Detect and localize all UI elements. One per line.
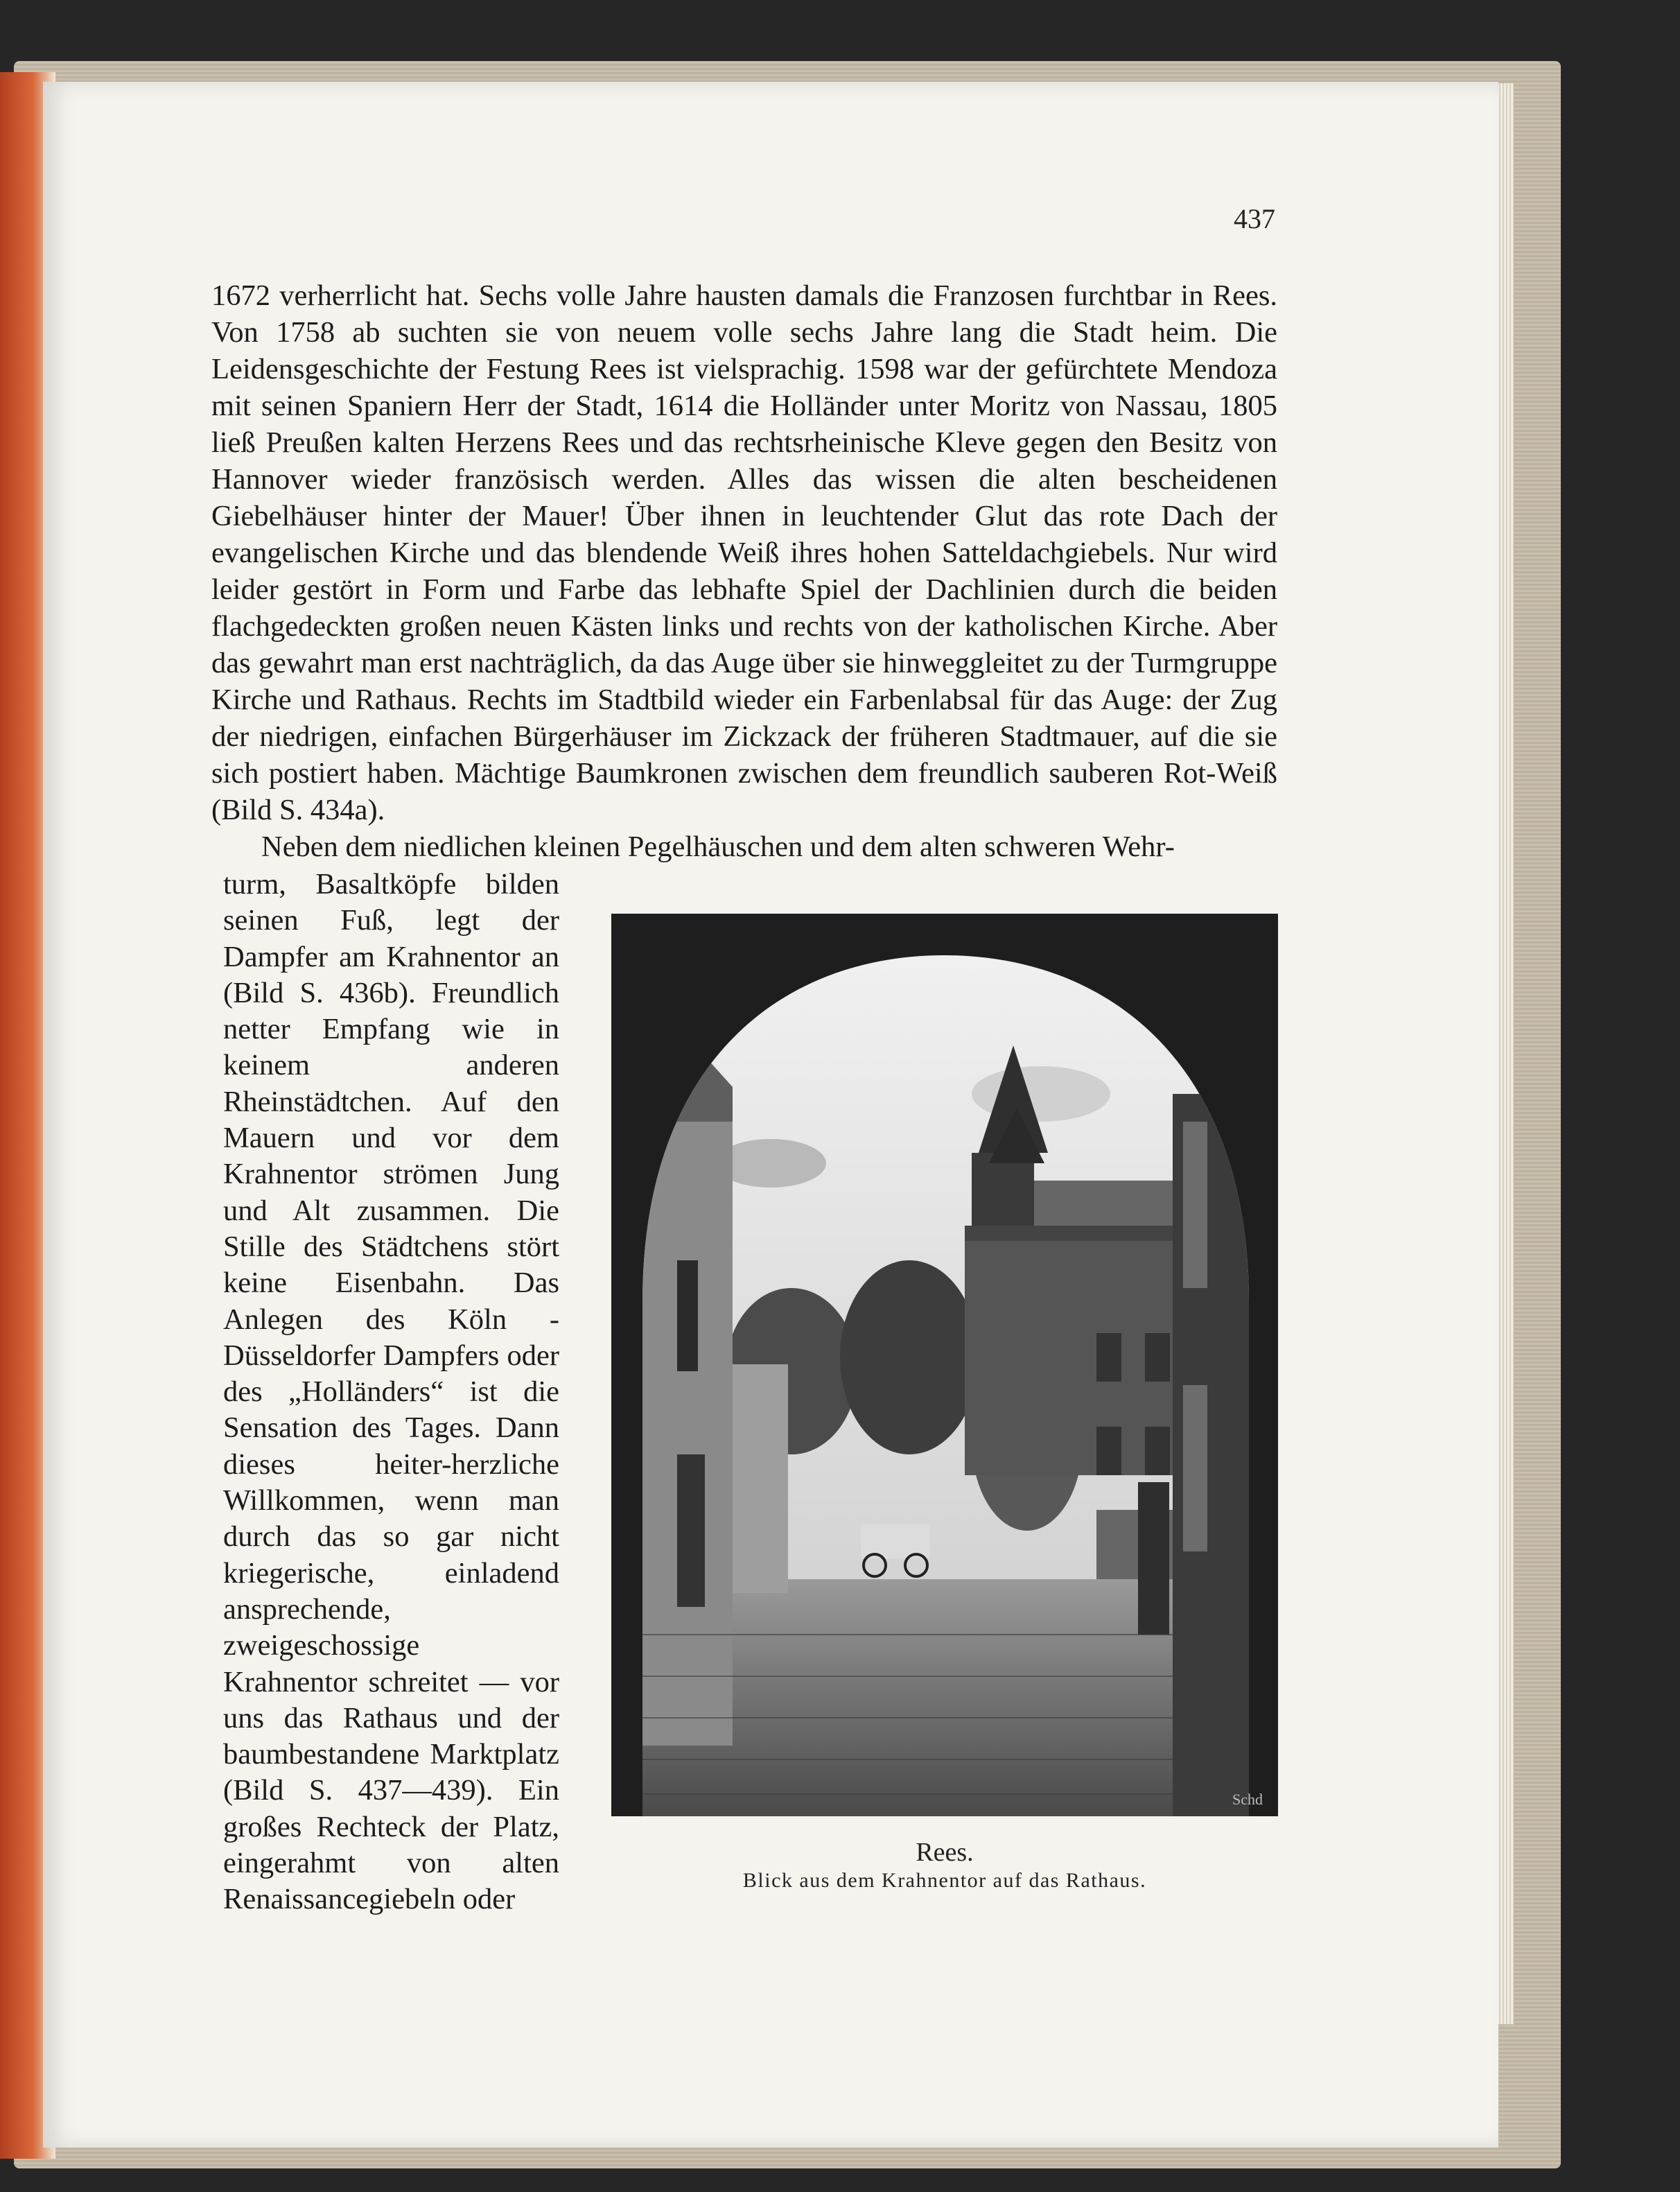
paragraph-2-column: turm, Basaltköpfe bilden seinen Fuß, legt der Dampfer am Krahnentor an (Bild S. 436b). Freundlich netter Empfang wie in keinem anderen Rheinstädtchen. Auf den Mauern und vor dem Krahnentor strömen Jung und Alt zusammen. Die Stille des Städtchens stört keine Eisenbahn. Das Anlegen des Köln - Düsseldorfer Dampfers oder des „Holländers“ ist die Sensation des Tages. Dann dieses heiter-herzliche Willkommen, wenn man durch das so gar nicht kriegerische, einladend ansprechende, zweigeschossige Krahnentor schreitet — vor uns das Rathaus und der baumbestandene Marktplatz (Bild S. 437—439). Ein großes Rechteck der Platz, eingerahmt von alten Renaissancegiebeln oder <box>223 868 559 1916</box>
paragraph-1-text: 1672 verherrlicht hat. Sechs volle Jahre hausten damals die Franzosen furchtbar in Rees. Von 1758 ab suchten sie von neuem volle sechs Jahre lang die Stadt heim. Die Leidensgeschichte der Festung Rees ist vielsprachig. 1598 war der gefürchtete Mendoza mit seinen Spaniern Herr der Stadt, 1614 die Holländer unter Moritz von Nassau, 1805 ließ Preußen kalten Herzens Rees und das rechtsrheinische Kleve gegen den Besitz von Hannover wieder französisch werden. Alles das wissen die alten bescheidenen Giebelhäuser hinter der Mauer! Über ihnen in leuchtender Glut das rote Dach der evangelischen Kirche und das blendende Weiß ihres hohen Satteldachgiebels. Nur wird leider gestört in Form und Farbe das lebhafte Spiel der Dachlinien durch die beiden flachgedeckten großen neuen Kästen links und rechts von der katholischen Kirche. Aber das gewahrt man erst nachträglich, da das Auge über sie hinweggleitet zu der Turmgruppe Kirche und Rathaus. Rechts im Stadtbild wieder ein Farbenlabsal für das Auge: der Zug der niedrigen, einfachen Bürgerhäuser im Zickzack der früheren Stadtmauer, auf die sie sich postiert haben. Mächtige Baumkronen zwischen dem freundlich sauberen Rot-Weiß (Bild S. 434a). <box>211 279 1277 826</box>
figure-caption-title: Rees. <box>916 1838 974 1867</box>
photograph <box>611 914 1278 1816</box>
krahnentor-photo <box>611 914 1278 1816</box>
paragraph-1 <box>211 277 1277 865</box>
paragraph-2-first-line: Neben dem niedlichen kleinen Pegelhäuschen und dem alten schweren Wehr- <box>261 830 1175 863</box>
figure-caption-subtitle: Blick aus dem Krahnentor auf das Rathaus. <box>742 1869 1147 1892</box>
page-number: 437 <box>1234 203 1275 234</box>
photo-signature: Schd <box>1232 1791 1263 1808</box>
